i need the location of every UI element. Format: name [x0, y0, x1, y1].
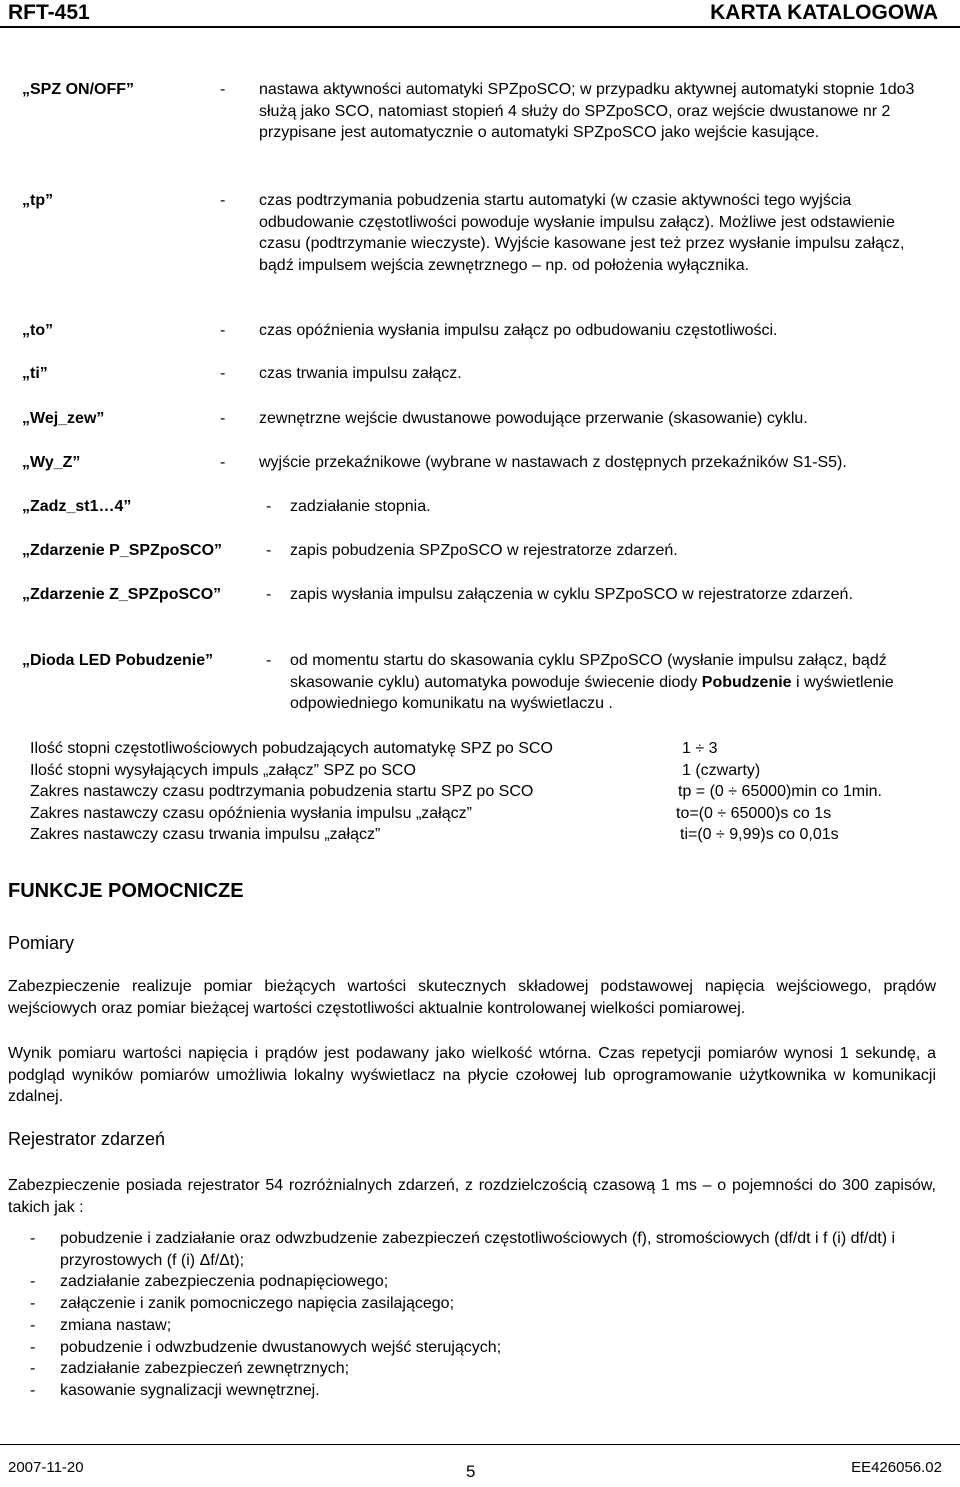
parameter-value: tp = (0 ÷ 65000)min co 1min.: [678, 783, 882, 800]
parameter-label: Zakres nastawczy czasu podtrzymania pobudzenia startu SPZ po SCO: [30, 783, 534, 800]
definition-text: zapis wysłania impulsu załączenia w cyklu SPZpoSCO w rejestratorze zdarzeń.: [290, 586, 853, 603]
definition-to: „to” - czas opóźnienia wysłania impulsu załącz po odbudowaniu częstotliwości.: [22, 320, 942, 342]
definition-dioda-led: „Dioda LED Pobudzenie” - od momentu startu do skasowania cyklu SPZpoSCO (wysłanie impulsu załącz, bądź skasowanie cyklu) automatyka powoduje świecenie diody Pobudzenie i wyświetlenie odpowiedniego komunikatu na wyświetlaczu .: [22, 650, 942, 715]
list-item: - zadziałanie zabezpieczeń zewnętrznych;: [30, 1358, 930, 1380]
parameter-row: [30, 781, 950, 803]
definition-zadz-st: „Zadz_st1…4” - zadziałanie stopnia.: [22, 496, 942, 518]
parameter-value: ti=(0 ÷ 9,99)s co 0,01s: [680, 826, 839, 843]
section-title: FUNKCJE POMOCNICZE: [8, 880, 244, 902]
definition-text: zapis pobudzenia SPZpoSCO w rejestratorze zdarzeń.: [290, 542, 678, 559]
definition-term: „Zdarzenie Z_SPZpoSCO”: [22, 586, 222, 603]
footer-date: 2007-11-20: [8, 1459, 84, 1476]
definition-term: „SPZ ON/OFF”: [22, 81, 134, 98]
list-item: - zadziałanie zabezpieczenia podnapięciowego;: [30, 1271, 930, 1293]
definition-text: zewnętrzne wejście dwustanowe powodujące przerwanie (skasowanie) cyklu.: [259, 410, 808, 427]
parameter-row: [30, 738, 950, 760]
page-number: 5: [466, 1462, 476, 1481]
list-item: - załączenie i zanik pomocniczego napięcia zasilającego;: [30, 1293, 930, 1315]
event-list: [30, 1228, 930, 1402]
parameter-row: [30, 824, 950, 846]
parameter-value: 1 (czwarty): [682, 761, 761, 779]
doc-type: KARTA KATALOGOWA: [710, 1, 938, 24]
pomiary-paragraph-1: Zabezpieczenie realizuje pomiar bieżących wartości skutecznych składowej podstawowej napięcia wejściowego, prądów wejściowych oraz pomiar bieżącej wartości częstotliwości aktualnie kontrolowanej wielkości pomiarowej.: [8, 978, 936, 1017]
definition-wej-zew: „Wej_zew” - zewnętrzne wejście dwustanowe powodujące przerwanie (skasowanie) cyklu.: [22, 408, 942, 430]
definition-wy-z: „Wy_Z” - wyjście przekaźnikowe (wybrane w nastawach z dostępnych przekaźników S1-S5).: [22, 452, 942, 474]
definition-spz-onoff: „SPZ ON/OFF” - nastawa aktywności automatyki SPZpoSCO; w przypadku aktywnej automatyki stopnie 1do3 służą jako SCO, natomiast stopień 4 służy do SPZpoSCO, oraz wejście dwustanowe nr 2 przypisane jest automatycznie o automatyki SPZpoSCO jako wejście kasujące.: [22, 79, 942, 144]
definition-term: „to”: [22, 322, 54, 339]
page-footer: [0, 1444, 960, 1487]
led-name: Pobudzenie: [701, 673, 792, 691]
definition-tp: „tp” - czas podtrzymania pobudzenia startu automatyki (w czasie aktywności tego wyjścia odbudowanie częstotliwości powoduje wysłanie impulsu załącz). Możliwe jest odstawienie czasu (podtrzymanie wieczyste). Wyjście kasowane jest też przez wysłanie impulsu załącz, bądź impulsem wejścia zewnętrznego – np. od położenia wyłącznika.: [22, 190, 942, 277]
list-item: - pobudzenie i odwzbudzenie dwustanowych wejść sterujących;: [30, 1337, 930, 1359]
pomiary-heading: Pomiary: [8, 933, 75, 953]
rejestrator-paragraph: Zabezpieczenie posiada rejestrator 54 rozróżnialnych zdarzeń, z rozdzielczością czasową 1 ms – o pojemności do 300 zapisów, takich jak :: [8, 1177, 936, 1216]
pomiary-paragraph-2: Wynik pomiaru wartości napięcia i prądów jest podawany jako wielkość wtórna. Czas repetycji pomiarów wynosi 1 sekundę, a podgląd wyników pomiarów umożliwia lokalny wyświetlacz na płycie czołowej lub oprogramowanie użytkownika w komunikacji zdalnej.: [8, 1045, 936, 1106]
definition-text: czas trwania impulsu załącz.: [259, 365, 462, 382]
definition-term: „Wej_zew”: [22, 410, 105, 427]
parameter-label: Ilość stopni wysyłających impuls „załącz” SPZ po SCO: [30, 761, 416, 779]
definition-term: „Wy_Z”: [22, 454, 81, 471]
definition-term: „Zdarzenie P_SPZpoSCO”: [22, 542, 223, 559]
parameter-value: 1 ÷ 3: [682, 740, 718, 757]
definition-term: „ti”: [22, 365, 48, 382]
list-item: - zmiana nastaw;: [30, 1315, 930, 1337]
list-item: - kasowanie sygnalizacji wewnętrznej.: [30, 1380, 930, 1402]
definition-text: nastawa aktywności automatyki SPZpoSCO; w przypadku aktywnej automatyki stopnie 1do3 służą jako SCO, natomiast stopień 4 służy do SPZpoSCO, oraz wejście dwustanowe nr 2 przypisane jest automatycznie o automatyki SPZpoSCO jako wejście kasujące.: [259, 81, 915, 142]
parameter-list: [30, 738, 950, 846]
parameter-row: [30, 803, 950, 825]
definition-text: czas opóźnienia wysłania impulsu załącz po odbudowaniu częstotliwości.: [259, 322, 778, 339]
parameter-label: Ilość stopni częstotliwościowych pobudzających automatykę SPZ po SCO: [30, 740, 553, 757]
list-item: - pobudzenie i zadziałanie oraz odwzbudzenie zabezpieczeń częstotliwościowych (f), stromościowych (df/dt i f (i) df/dt) i przyrostowych (f (i) Δf/Δt);: [30, 1228, 930, 1271]
definition-text: czas podtrzymania pobudzenia startu automatyki (w czasie aktywności tego wyjścia odbudowanie częstotliwości powoduje wysłanie impulsu załącz). Możliwe jest odstawienie czasu (podtrzymanie wieczyste). Wyjście kasowane jest też przez wysłanie impulsu załącz, bądź impulsem wejścia zewnętrznego – np. od położenia wyłącznika.: [259, 192, 905, 275]
definition-text: wyjście przekaźnikowe (wybrane w nastawach z dostępnych przekaźników S1-S5).: [259, 454, 847, 471]
definition-text: zadziałanie stopnia.: [290, 498, 431, 515]
definition-term: „Dioda LED Pobudzenie”: [22, 652, 214, 669]
parameter-label: Zakres nastawczy czasu opóźnienia wysłania impulsu „załącz”: [30, 804, 472, 822]
definition-term: „Zadz_st1…4”: [22, 498, 132, 515]
definition-term: „tp”: [22, 192, 54, 209]
definition-text: od momentu startu do skasowania cyklu SPZpoSCO (wysłanie impulsu załącz, bądź skasowanie cyklu) automatyka powoduje świecenie diody Pobudzenie i wyświetlenie odpowiedniego komunikatu na wyświetlaczu .: [290, 652, 894, 713]
rejestrator-heading: Rejestrator zdarzeń: [8, 1129, 166, 1149]
page-header: [0, 0, 960, 28]
definition-zdarzenie-p: „Zdarzenie P_SPZpoSCO” - zapis pobudzenia SPZpoSCO w rejestratorze zdarzeń.: [22, 540, 942, 562]
doc-number: EE426056.02: [851, 1459, 942, 1476]
definition-zdarzenie-z: „Zdarzenie Z_SPZpoSCO” - zapis wysłania impulsu załączenia w cyklu SPZpoSCO w rejestratorze zdarzeń.: [22, 584, 942, 606]
parameter-label: Zakres nastawczy czasu trwania impulsu „załącz”: [30, 826, 381, 843]
parameter-row: [30, 760, 950, 782]
doc-code: RFT-451: [8, 1, 90, 24]
definition-ti: „ti” - czas trwania impulsu załącz.: [22, 363, 942, 385]
parameter-value: to=(0 ÷ 65000)s co 1s: [676, 804, 832, 822]
